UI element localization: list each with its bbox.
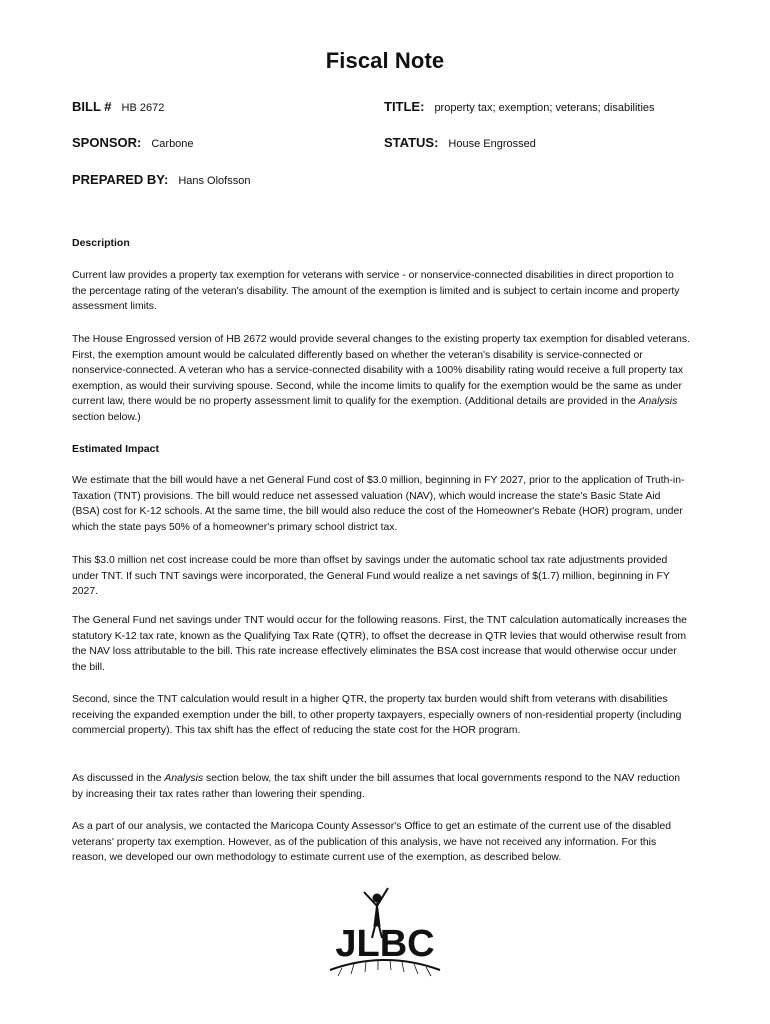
impact-paragraph: Second, since the TNT calculation would result in a higher QTR, the property tax burden would shift from veterans with disabilities receiving the expanded exemption under the bill, to other property taxpayers, especially owners of non-residential property (including commercial property). This tax shift has the effect of reducing the state cost for the HOR program. [72, 694, 682, 737]
bill-value: HB 2672 [121, 102, 165, 114]
bill-field [72, 98, 164, 116]
prepared-by-field [72, 171, 250, 189]
description-paragraph: The House Engrossed version of HB 2672 would provide several changes to the existing property tax exemption for disabled veterans. First, the exemption amount would be calculated differently based on whether the veteran's disability is service-connected or nonservice-connected. A veteran who has a service-connected disability with a 100% disability rating would receive a full property tax exemption, as would their surviving spouse. Second, while the income limits to qualify for the exemption would be the same as under current law, there would be no property assessment limit to qualify for the exemption. (Additional details are provided in the Analysis section below.) [72, 334, 691, 423]
impact-paragraph: As discussed in the Analysis section below, the tax shift under the bill assumes that local governments respond to the NAV reduction by increasing their tax rates rather than lowering their spending. [72, 773, 681, 800]
prepared-by-label: PREPARED BY: [72, 172, 169, 187]
jlbc-logo [322, 884, 448, 980]
impact-paragraph: This $3.0 million net cost increase could be more than offset by savings under the automatic school tax rate adjustments provided under TNT. If such TNT savings were incorporated, the General Fund would realize a net savings of $(1.7) million, beginning in FY 2027. [72, 555, 670, 598]
status-field [384, 134, 536, 152]
page-title: Fiscal Note [325, 48, 445, 73]
estimated-impact-heading: Estimated Impact [72, 443, 159, 455]
status-label: STATUS: [384, 135, 439, 150]
title-field [384, 98, 655, 116]
title-value: property tax; exemption; veterans; disabilities [434, 102, 655, 114]
impact-paragraph: The General Fund net savings under TNT would occur for the following reasons. First, the TNT calculation automatically increases the statutory K-12 tax rate, known as the Qualifying Tax Rate (QTR), to offset the decrease in QTR levies that would otherwise result from the NAV loss attributable to the bill. This rate increase effectively eliminates the BSA cost increase that would otherwise occur under the bill. [72, 615, 687, 673]
sponsor-field [72, 134, 194, 152]
impact-paragraph: As a part of our analysis, we contacted the Maricopa County Assessor's Office to get an estimate of the current use of the disabled veterans' property tax exemption. However, as of the publication of this analysis, we have not received any information. For this reason, we developed our own methodology to estimate current use of the exemption, as described below. [72, 821, 671, 864]
title-label: TITLE: [384, 99, 425, 114]
logo-text: JLBC [335, 923, 435, 965]
impact-paragraph: We estimate that the bill would have a net General Fund cost of $3.0 million, beginning in FY 2027, prior to the application of Truth-in-Taxation (TNT) provisions. The bill would reduce net assessed valuation (NAV), which would increase the state's Basic State Aid (BSA) cost for K-12 schools. At the same time, the bill would also reduce the cost of the Homeowner's Rebate (HOR) program, under which the state pays 50% of a homeowner's primary school district tax. [72, 475, 685, 533]
description-heading: Description [72, 237, 130, 249]
bill-label: BILL # [72, 99, 112, 114]
sponsor-value: Carbone [151, 138, 194, 150]
status-value: House Engrossed [448, 138, 536, 150]
sponsor-label: SPONSOR: [72, 135, 142, 150]
description-paragraph: Current law provides a property tax exemption for veterans with service - or nonservice-connected disabilities in direct proportion to the percentage rating of the veteran's disability. The amount of the exemption is limited and is subject to certain income and property assessment limits. [72, 270, 680, 313]
prepared-by-value: Hans Olofsson [178, 175, 251, 187]
